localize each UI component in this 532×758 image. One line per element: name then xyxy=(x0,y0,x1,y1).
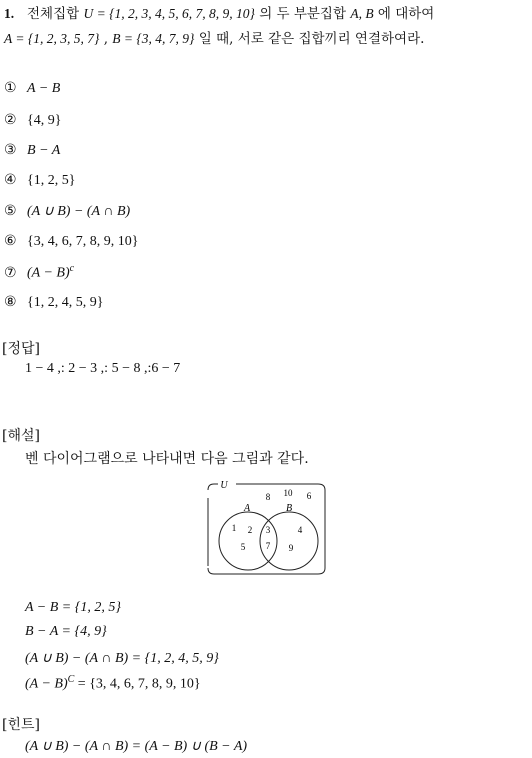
answer-heading: [정답] xyxy=(2,341,40,357)
explanation-heading: [해설] xyxy=(2,428,40,444)
option-4 xyxy=(4,172,75,189)
complement-result: = {3, 4, 6, 7, 8, 9, 10} xyxy=(74,676,201,692)
only-a-element: 2 xyxy=(247,525,253,535)
question-line-1 xyxy=(4,2,434,22)
option-marker: ⑦ xyxy=(4,264,17,281)
option-2 xyxy=(4,112,61,129)
hint-heading: [힌트] xyxy=(2,717,40,733)
outside-element: 8 xyxy=(265,492,271,502)
only-a-element: 1 xyxy=(231,523,237,533)
explanation-line-4 xyxy=(25,674,201,693)
explanation-line-1: A − B = {1, 2, 5} xyxy=(25,600,121,615)
option-5 xyxy=(4,203,130,220)
option-marker: ① xyxy=(4,80,17,96)
option-expression: B − A xyxy=(27,143,61,158)
option-expression: {1, 2, 4, 5, 9} xyxy=(27,295,104,310)
option-marker: ② xyxy=(4,112,17,128)
set-a-label: A xyxy=(243,503,251,514)
option-expression: A − B xyxy=(27,81,61,96)
option-marker: ④ xyxy=(4,172,17,188)
venn-diagram xyxy=(204,478,330,578)
option-superscript: c xyxy=(69,263,75,274)
option-8 xyxy=(4,294,103,311)
option-marker: ⑧ xyxy=(4,294,17,310)
only-b-element: 9 xyxy=(288,543,294,553)
set-a-definition: A = {1, 2, 3, 5, 7} xyxy=(4,31,100,46)
subset-names: A, B xyxy=(350,6,374,21)
explanation-intro: 벤 다이어그램으로 나타내면 다음 그림과 같다. xyxy=(25,451,309,467)
set-b-definition: B = {3, 4, 7, 9} xyxy=(112,31,195,46)
option-expression: (A − B) xyxy=(27,265,70,281)
option-7 xyxy=(4,263,74,282)
explanation-line-3: (A ∪ B) − (A ∩ B) = {1, 2, 4, 5, 9} xyxy=(25,651,219,666)
universe-label: U xyxy=(220,480,228,491)
hint-text: (A ∪ B) − (A ∩ B) = (A − B) ∪ (B − A) xyxy=(25,739,248,754)
outside-element: 10 xyxy=(283,488,293,498)
universal-set-definition: U = {1, 2, 3, 4, 5, 6, 7, 8, 9, 10} xyxy=(83,6,255,21)
option-expression: {4, 9} xyxy=(27,113,62,128)
complement-base: (A − B) xyxy=(25,676,68,692)
explanation-line-2: B − A = {4, 9} xyxy=(25,624,107,639)
option-expression: {1, 2, 5} xyxy=(27,173,76,188)
question-middle: 의 두 부분집합 xyxy=(259,6,347,22)
option-expression: (A ∪ B) − (A ∩ B) xyxy=(27,204,131,219)
option-1 xyxy=(4,80,60,97)
option-marker: ⑤ xyxy=(4,203,17,219)
answer-text: 1 − 4 ,: 2 − 3 ,: 5 − 8 ,:6 − 7 xyxy=(25,361,181,376)
intersection-element: 3 xyxy=(265,525,271,535)
only-b-element: 4 xyxy=(297,525,303,535)
question-line2-suffix: 일 때, 서로 같은 집합끼리 연결하여라. xyxy=(198,31,425,47)
question-prefix: 전체집합 xyxy=(27,6,80,22)
option-marker: ⑥ xyxy=(4,233,17,249)
option-expression: {3, 4, 6, 7, 8, 9, 10} xyxy=(27,234,139,249)
question-suffix: 에 대하여 xyxy=(377,6,435,22)
option-6 xyxy=(4,233,138,250)
question-number: 1. xyxy=(4,6,15,21)
intersection-element: 7 xyxy=(265,541,271,551)
set-b-label: B xyxy=(285,503,293,514)
option-3 xyxy=(4,142,60,159)
only-a-element: 5 xyxy=(240,542,246,552)
option-marker: ③ xyxy=(4,142,17,158)
outside-element: 6 xyxy=(306,491,312,501)
complement-superscript: C xyxy=(67,674,75,685)
question-line-2: A = {1, 2, 3, 5, 7} , B = {3, 4, 7, 9} 일 때, 서로 같은 집합끼리 연결하여라. xyxy=(4,31,425,47)
